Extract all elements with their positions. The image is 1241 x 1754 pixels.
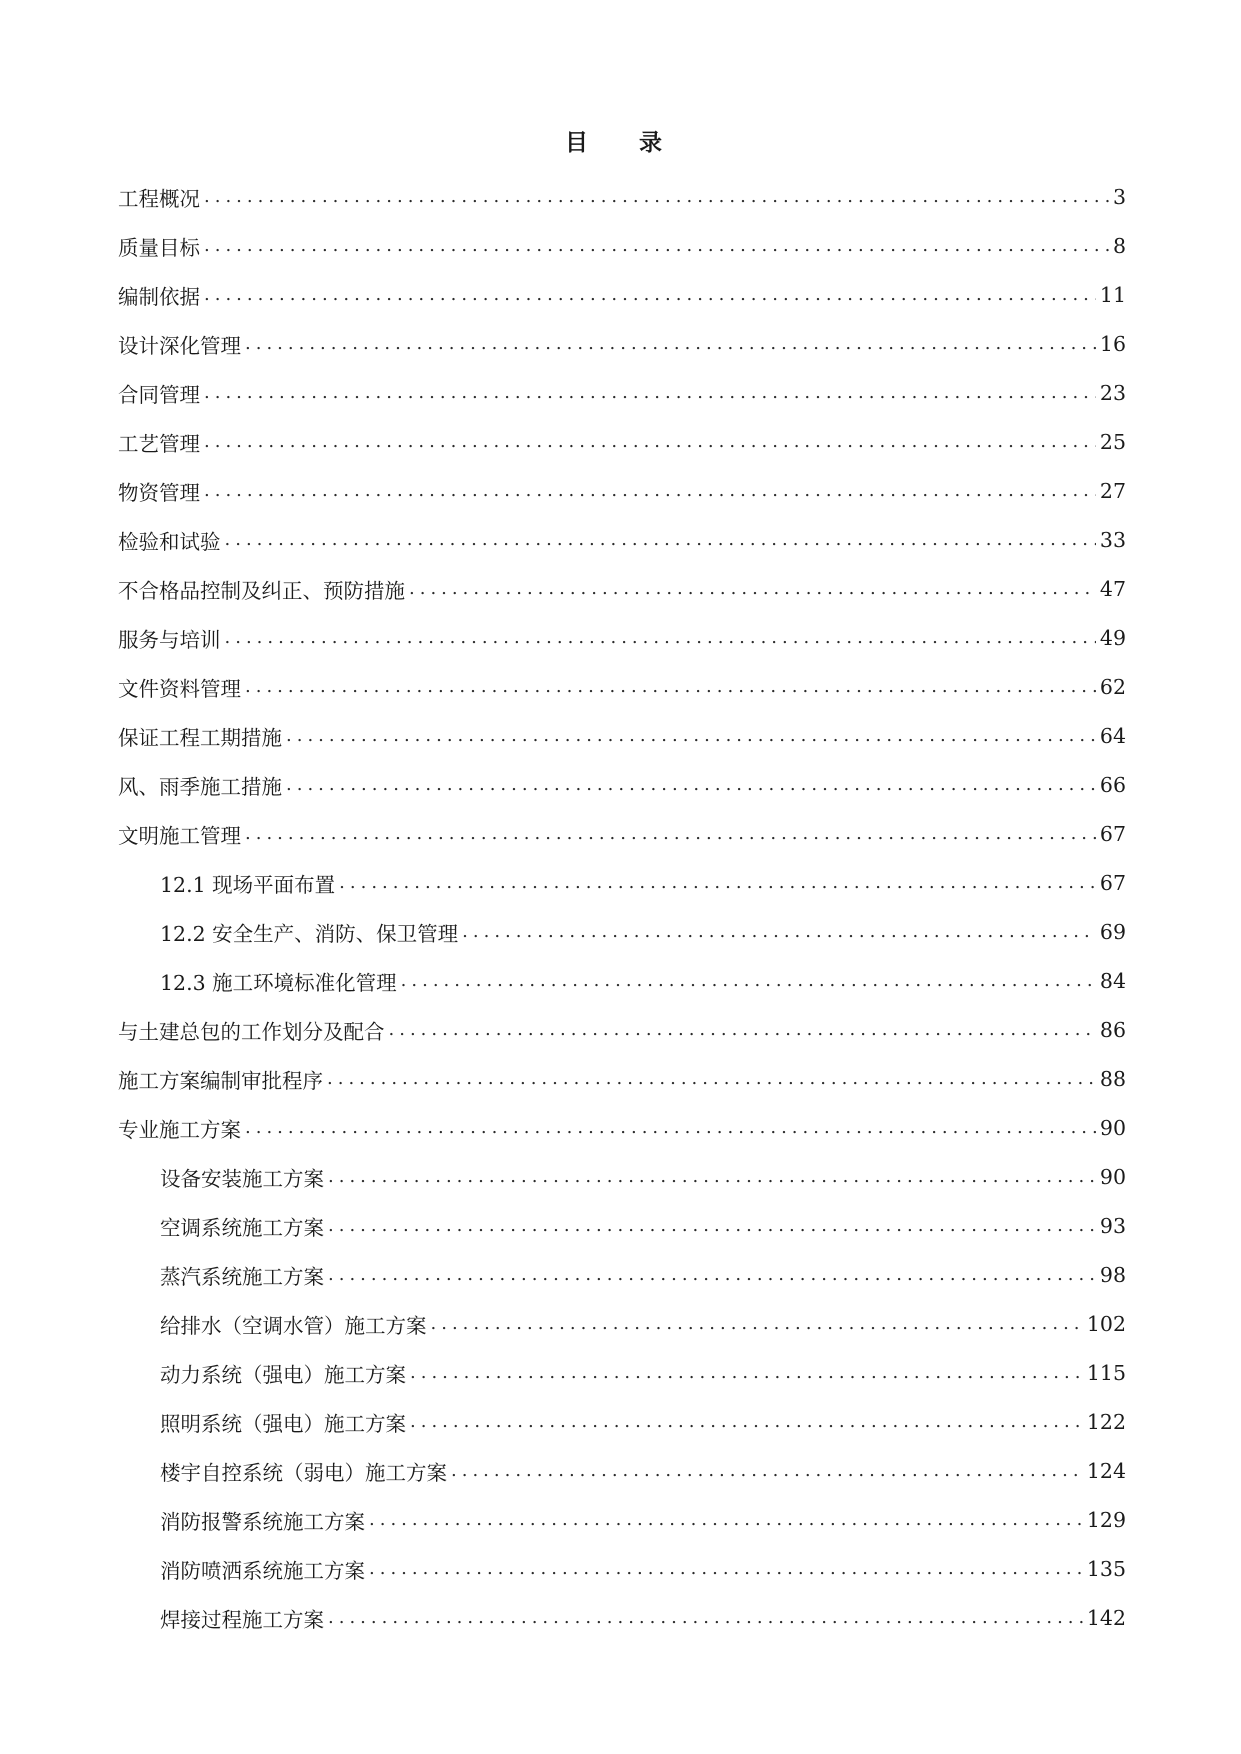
toc-entry[interactable] [118, 172, 1126, 221]
toc-leader-dots [401, 970, 1096, 991]
toc-entry[interactable] [118, 417, 1126, 466]
toc-page-number: 49 [1099, 625, 1126, 650]
toc-entry[interactable] [118, 858, 1126, 907]
toc-leader-dots [410, 1411, 1083, 1432]
toc-entry-title: 工程概况 [118, 186, 200, 211]
toc-leader-dots [204, 480, 1096, 501]
toc-entry[interactable] [118, 662, 1126, 711]
toc-entry[interactable] [118, 221, 1126, 270]
toc-leader-dots [328, 1166, 1096, 1187]
toc-entry[interactable] [118, 368, 1126, 417]
toc-entry[interactable] [118, 1005, 1126, 1054]
toc-entry[interactable] [118, 1299, 1126, 1348]
toc-page-number: 98 [1099, 1262, 1126, 1287]
toc-page-number: 33 [1099, 527, 1126, 552]
toc-leader-dots [245, 1117, 1096, 1138]
toc-page-number: 86 [1099, 1017, 1126, 1042]
toc-page-number: 84 [1099, 968, 1126, 993]
toc-entry-title: 不合格品控制及纠正、预防措施 [118, 578, 405, 603]
toc-leader-dots [369, 1509, 1083, 1530]
toc-entry-title: 专业施工方案 [118, 1117, 241, 1142]
toc-entry-title: 保证工程工期措施 [118, 725, 282, 750]
toc-page-number: 64 [1099, 723, 1126, 748]
toc-page-number: 93 [1099, 1213, 1126, 1238]
toc-entry[interactable] [118, 1250, 1126, 1299]
toc-entry[interactable] [118, 711, 1126, 760]
toc-entry-title: 文明施工管理 [118, 823, 241, 848]
toc-leader-dots [204, 235, 1109, 256]
toc-page-number: 88 [1099, 1066, 1126, 1091]
toc-entry[interactable] [118, 1103, 1126, 1152]
toc-leader-dots [245, 676, 1096, 697]
toc-leader-dots [410, 1362, 1083, 1383]
toc-entry-title: 设计深化管理 [118, 333, 241, 358]
toc-entry[interactable] [118, 1495, 1126, 1544]
toc-page-number: 62 [1099, 674, 1126, 699]
toc-leader-dots [204, 186, 1109, 207]
toc-entry-title: 照明系统（强电）施工方案 [160, 1411, 406, 1436]
toc-title: 目 录 [565, 129, 676, 156]
toc-entry[interactable] [118, 907, 1126, 956]
toc-entry[interactable] [118, 613, 1126, 662]
toc-entry[interactable] [118, 1054, 1126, 1103]
toc-entry-title: 文件资料管理 [118, 676, 241, 701]
toc-entry[interactable] [118, 1544, 1126, 1593]
toc-entry-title: 12.1 现场平面布置 [160, 872, 336, 897]
toc-leader-dots [409, 578, 1096, 599]
toc-entry-title: 工艺管理 [118, 431, 200, 456]
toc-page-number: 11 [1099, 282, 1126, 307]
toc-page-number: 27 [1099, 478, 1126, 503]
toc-entry-title: 动力系统（强电）施工方案 [160, 1362, 406, 1387]
toc-leader-dots [225, 529, 1096, 550]
toc-entry-title: 设备安装施工方案 [160, 1166, 324, 1191]
toc-leader-dots [339, 872, 1096, 893]
toc-leader-dots [245, 823, 1096, 844]
toc-entry[interactable] [118, 1201, 1126, 1250]
toc-entry[interactable] [118, 1397, 1126, 1446]
toc-entry-title: 编制依据 [118, 284, 200, 309]
toc-leader-dots [431, 1313, 1083, 1334]
toc-entry-title: 消防报警系统施工方案 [160, 1509, 365, 1534]
toc-entry[interactable] [118, 319, 1126, 368]
toc-page-number: 8 [1112, 233, 1126, 258]
toc-leader-dots [451, 1460, 1083, 1481]
toc-entry[interactable] [118, 1593, 1126, 1642]
toc-leader-dots [204, 284, 1096, 305]
toc-entry-title: 风、雨季施工措施 [118, 774, 282, 799]
toc-list [118, 172, 1126, 1642]
toc-leader-dots [328, 1607, 1083, 1628]
toc-entry-title: 楼宇自控系统（弱电）施工方案 [160, 1460, 447, 1485]
toc-page-number: 3 [1112, 184, 1126, 209]
toc-page-number: 142 [1086, 1605, 1126, 1630]
toc-entry-title: 空调系统施工方案 [160, 1215, 324, 1240]
toc-page-number: 47 [1099, 576, 1126, 601]
toc-page-number: 67 [1099, 870, 1126, 895]
toc-entry[interactable] [118, 1348, 1126, 1397]
toc-leader-dots [462, 921, 1096, 942]
toc-entry[interactable] [118, 515, 1126, 564]
toc-page-number: 124 [1086, 1458, 1126, 1483]
toc-page-number: 90 [1099, 1164, 1126, 1189]
toc-page-number: 23 [1099, 380, 1126, 405]
toc-leader-dots [204, 431, 1096, 452]
toc-page-number: 122 [1086, 1409, 1126, 1434]
toc-entry-title: 给排水（空调水管）施工方案 [160, 1313, 427, 1338]
toc-entry[interactable] [118, 956, 1126, 1005]
toc-entry[interactable] [118, 1446, 1126, 1495]
toc-page-number: 129 [1086, 1507, 1126, 1532]
toc-page-number: 25 [1099, 429, 1126, 454]
toc-entry-title: 与土建总包的工作划分及配合 [118, 1019, 385, 1044]
toc-entry[interactable] [118, 270, 1126, 319]
toc-entry-title: 合同管理 [118, 382, 200, 407]
toc-leader-dots [286, 725, 1096, 746]
toc-page-number: 102 [1086, 1311, 1126, 1336]
toc-leader-dots [328, 1215, 1096, 1236]
toc-leader-dots [369, 1558, 1083, 1579]
toc-page-number: 67 [1099, 821, 1126, 846]
toc-entry-title: 检验和试验 [118, 529, 221, 554]
toc-leader-dots [204, 382, 1096, 403]
toc-page-number: 16 [1099, 331, 1126, 356]
toc-entry[interactable] [118, 1152, 1126, 1201]
toc-entry-title: 蒸汽系统施工方案 [160, 1264, 324, 1289]
toc-entry-title: 施工方案编制审批程序 [118, 1068, 323, 1093]
toc-entry-title: 焊接过程施工方案 [160, 1607, 324, 1632]
toc-entry-title: 质量目标 [118, 235, 200, 260]
toc-page-number: 69 [1099, 919, 1126, 944]
toc-leader-dots [389, 1019, 1096, 1040]
toc-leader-dots [225, 627, 1096, 648]
toc-entry[interactable] [118, 564, 1126, 613]
toc-leader-dots [245, 333, 1096, 354]
toc-entry[interactable] [118, 809, 1126, 858]
toc-page-number: 90 [1099, 1115, 1126, 1140]
toc-entry-title: 服务与培训 [118, 627, 221, 652]
toc-entry-title: 12.3 施工环境标准化管理 [160, 970, 397, 995]
toc-entry[interactable] [118, 466, 1126, 515]
toc-leader-dots [328, 1264, 1096, 1285]
toc-leader-dots [327, 1068, 1096, 1089]
toc-leader-dots [286, 774, 1096, 795]
toc-page-number: 115 [1086, 1360, 1126, 1385]
toc-entry-title: 消防喷洒系统施工方案 [160, 1558, 365, 1583]
toc-page-number: 66 [1099, 772, 1126, 797]
toc-page-number: 135 [1086, 1556, 1126, 1581]
toc-entry-title: 12.2 安全生产、消防、保卫管理 [160, 921, 459, 946]
toc-entry[interactable] [118, 760, 1126, 809]
toc-entry-title: 物资管理 [118, 480, 200, 505]
